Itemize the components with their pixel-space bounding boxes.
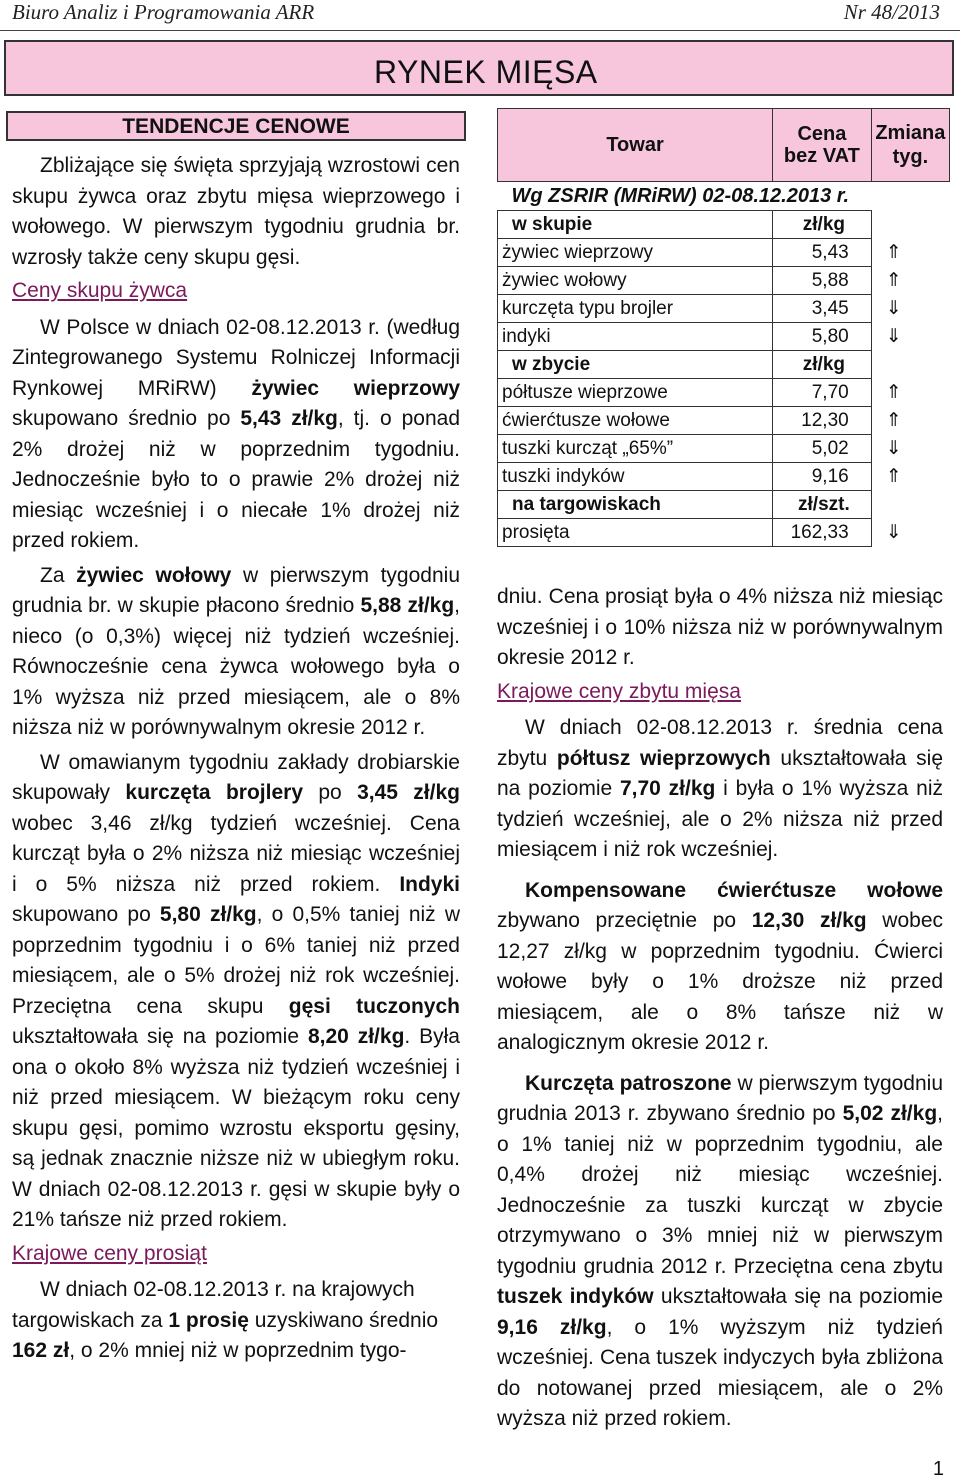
arrow-up-icon: ⇑	[885, 410, 902, 431]
table-row	[498, 435, 950, 463]
bold-term: gęsi tuczonych	[288, 994, 460, 1018]
price-value: 9,16	[773, 463, 872, 491]
heading-live-prices: Ceny skupu żywca	[12, 279, 188, 302]
text-span: . Była ona o około 8% wyższa niż tydzień wcześniej i niż przed miesiącem. W bieżącym roku ceny skupu gęsi, pomimo wzrostu eksportu gęsiny, są jednak znacznie niższe niż w ubiegłym roku. W dniach 02-08.12.2013 r. gęsi w skupie były o 21% tańsze niż przed rokiem.	[12, 1025, 460, 1231]
header-rule	[0, 30, 960, 31]
table-header-row	[498, 109, 950, 182]
price-value: 5,88	[773, 267, 872, 295]
product-name: kurczęta typu brojler	[498, 295, 773, 323]
table-row	[498, 407, 950, 435]
bold-value: 5,02 zł/kg	[842, 1102, 938, 1125]
text-span: W Polsce w dniach 02-08.12.2013 r. (według Zintegrowanego Systemu Rolniczej Informacji Rynkowej MRiRW)	[12, 315, 460, 400]
price-value: 162,33	[773, 519, 872, 547]
text-span: W dniach 02-08.12.2013 r. na krajowych targowiskach za	[12, 1278, 415, 1332]
bold-term: Indyki	[399, 872, 460, 896]
group-spacer	[871, 211, 949, 239]
text-span: , o 2% mniej niż w poprzednim tygo-	[69, 1339, 407, 1362]
group-unit: zł/szt.	[773, 491, 872, 519]
arrow-up-icon: ⇑	[885, 466, 902, 487]
right-column	[497, 582, 943, 1435]
heading-meat-prices: Krajowe ceny zbytu mięsa	[497, 679, 741, 703]
product-name: ćwierćtusze wołowe	[498, 407, 773, 435]
bold-term: Kompensowane ćwierćtusze wołowe	[525, 878, 943, 902]
text-span: ukształtowała się na poziomie	[12, 1025, 308, 1048]
text-span: ukształtowała się na poziomie	[653, 1285, 943, 1308]
text-span: i była o 1% wyższa niż tydzień wcześniej, ale o 2% niższa niż przed miesiącem i niż rok wcześniej.	[497, 777, 943, 861]
running-head	[0, 0, 960, 30]
text-span: , o 1% taniej niż w poprzednim tygodniu, ale 0,4% drożej niż miesiąc wcześniej. Jednocześnie za tuszki kurcząt w zbycie otrzymywano o 3% mniej niż w pierwszym tygodniu grudnia 2012 r. Przeciętna cena zbytu	[497, 1102, 943, 1278]
price-value: 12,30	[773, 407, 872, 435]
arrow-up-icon: ⇑	[885, 242, 902, 263]
text-span: W dniach 02-08.12.2013 r. średnia cena zbytu	[497, 716, 943, 770]
text-span: Za	[40, 563, 77, 587]
text-span: w pierwszym tygodniu grudnia 2013 r. zbywano średnio po	[497, 1071, 944, 1125]
bold-value: 5,88 zł/kg	[360, 594, 455, 617]
poultry-carcass-paragraph	[497, 1069, 943, 1435]
price-value: 3,45	[773, 295, 872, 323]
bold-term: 1 prosię	[168, 1308, 249, 1332]
bold-value: 7,70 zł/kg	[619, 777, 716, 800]
price-value: 5,02	[773, 435, 872, 463]
product-name: żywiec wołowy	[498, 267, 773, 295]
group-spacer	[871, 491, 949, 519]
bold-value: 5,80 zł/kg	[159, 903, 257, 926]
publisher-name: Biuro Analiz i Programowania ARR	[12, 0, 315, 24]
text-span: , nieco (o 0,3%) więcej niż tydzień wcześniej. Równocześnie cena żywca wołowego była o 1% wyższa niż przed miesiącem, ale o 8% niższa niż w porównywalnym okresie 2012 r.	[12, 594, 461, 739]
col-header-change-text: Zmiana tyg.	[875, 122, 946, 168]
poultry-live-paragraph	[12, 748, 460, 1236]
bold-value: 9,16 zł/kg	[497, 1315, 607, 1339]
table-row	[498, 267, 950, 295]
bold-term: kurczęta brojlery	[125, 781, 303, 804]
group-label: w zbycie	[498, 351, 773, 379]
text-span: W omawianym tygodniu zakłady drobiarskie skupowały	[12, 750, 460, 804]
table-row	[498, 295, 950, 323]
table-row	[498, 323, 950, 351]
col-header-change	[871, 109, 949, 182]
table-group-row	[498, 211, 950, 239]
text-span: , tj. o ponad 2% drożej niż w poprzednim tygodniu. Jednocześnie było to o prawie 2% drożej niż miesiąc wcześniej i o niecałe 1% drożej niż przed rokiem.	[12, 407, 460, 552]
text-span: w pierwszym tygodniu grudnia br. w skupie płacono średnio	[12, 563, 460, 617]
text-span: wobec 3,46 zł/kg tydzień wcześniej. Cena kurcząt była o 2% niższa niż miesiąc wcześniej i o 5% niższa niż przed rokiem.	[12, 811, 460, 896]
beef-quarters-paragraph	[497, 876, 943, 1059]
product-name: indyki	[498, 323, 773, 351]
arrow-down-icon: ⇓	[885, 438, 902, 459]
section-banner	[4, 40, 954, 96]
bold-term: żywiec wołowy	[76, 563, 232, 587]
product-name: prosięta	[498, 519, 773, 547]
group-spacer	[871, 351, 949, 379]
col-header-product: Towar	[498, 109, 773, 182]
table-row	[498, 519, 950, 547]
price-value: 5,43	[773, 239, 872, 267]
section-title: RYNEK MIĘSA	[374, 54, 598, 90]
bold-term: tuszek indyków	[497, 1285, 654, 1308]
col-header-price-text: Cena bez VAT	[783, 123, 860, 167]
product-name: żywiec wieprzowy	[498, 239, 773, 267]
price-table-body	[498, 182, 950, 547]
arrow-down-icon: ⇓	[885, 298, 902, 319]
text-span: , o 1% wyższym niż tydzień wcześniej. Cena tuszek indyczych była zbliżona do notowanej przed miesiącem, ale o 2% wyższa niż przed rokiem.	[497, 1315, 943, 1430]
pork-live-paragraph	[12, 313, 460, 557]
text-span: po	[303, 781, 358, 804]
price-value: 5,80	[773, 323, 872, 351]
arrow-down-icon: ⇓	[885, 522, 902, 543]
bold-value: 162 zł	[12, 1339, 70, 1362]
text-span: uzyskiwano średnio	[248, 1308, 439, 1332]
bold-value: 8,20 zł/kg	[307, 1025, 405, 1048]
arrow-down-icon: ⇓	[885, 326, 902, 347]
bold-value: 12,30 zł/kg	[751, 909, 867, 932]
bold-value: 3,45 zł/kg	[357, 781, 460, 804]
group-label: na targowiskach	[498, 491, 773, 519]
product-name: tuszki kurcząt „65%”	[498, 435, 773, 463]
text-span: wobec 12,27 zł/kg w poprzednim tygodniu. Ćwierci wołowe były o 1% droższe niż przed miesiącem, ale o 8% tańsze niż w analogicznym okresie 2012 r.	[497, 909, 943, 1054]
table-group-row	[498, 351, 950, 379]
product-name: półtusze wieprzowe	[498, 379, 773, 407]
text-span: zbywano przeciętnie po	[497, 909, 752, 932]
bold-term: żywiec wieprzowy	[251, 376, 460, 400]
bold-term: półtusz wieprzowych	[556, 746, 771, 770]
piglet-continued-paragraph: dniu. Cena prosiąt była o 4% niższa niż miesiąc wcześniej i o 10% niższa niż w porównywalnym okresie 2012 r.	[497, 585, 943, 669]
beef-live-paragraph	[12, 561, 460, 744]
col-header-price	[773, 109, 872, 182]
issue-number: Nr 48/2013	[843, 0, 940, 24]
intro-paragraph: Zbliżające się święta sprzyjają wzrostowi cen skupu żywca oraz zbytu mięsa wieprzowego i wołowego. W pierwszym tygodniu grudnia br. wzrosły także ceny skupu gęsi.	[12, 154, 460, 269]
left-column	[12, 151, 460, 1367]
table-row	[498, 239, 950, 267]
trend-heading: TENDENCJE CENOWE	[6, 111, 466, 141]
table-source-row	[498, 182, 950, 211]
price-value: 7,70	[773, 379, 872, 407]
text-span: ukształtowała się na poziomie	[497, 746, 944, 800]
page-number: 1	[932, 1458, 944, 1480]
text-span: skupowano średnio po	[12, 407, 241, 430]
arrow-up-icon: ⇑	[885, 270, 902, 291]
pork-halves-paragraph	[497, 713, 943, 866]
table-source: Wg ZSRIR (MRiRW) 02-08.12.2013 r.	[511, 184, 849, 207]
group-label: w skupie	[498, 211, 773, 239]
text-span: skupowano po	[12, 903, 160, 926]
arrow-up-icon: ⇑	[885, 382, 902, 403]
table-row	[498, 463, 950, 491]
product-name: tuszki indyków	[498, 463, 773, 491]
heading-piglet-prices: Krajowe ceny prosiąt	[12, 1241, 207, 1265]
table-row	[498, 379, 950, 407]
text-span: , o 0,5% taniej niż w poprzednim tygodniu i o 6% taniej niż przed miesiącem, ale o 5% drożej niż rok wcześniej. Przeciętna cena skupu	[12, 903, 460, 1018]
group-unit: zł/kg	[773, 351, 872, 379]
price-table	[497, 108, 950, 547]
bold-term: Kurczęta patroszone	[525, 1071, 732, 1095]
table-group-row	[498, 491, 950, 519]
piglet-paragraph	[12, 1275, 460, 1367]
bold-value: 5,43 zł/kg	[240, 407, 338, 430]
group-unit: zł/kg	[773, 211, 872, 239]
